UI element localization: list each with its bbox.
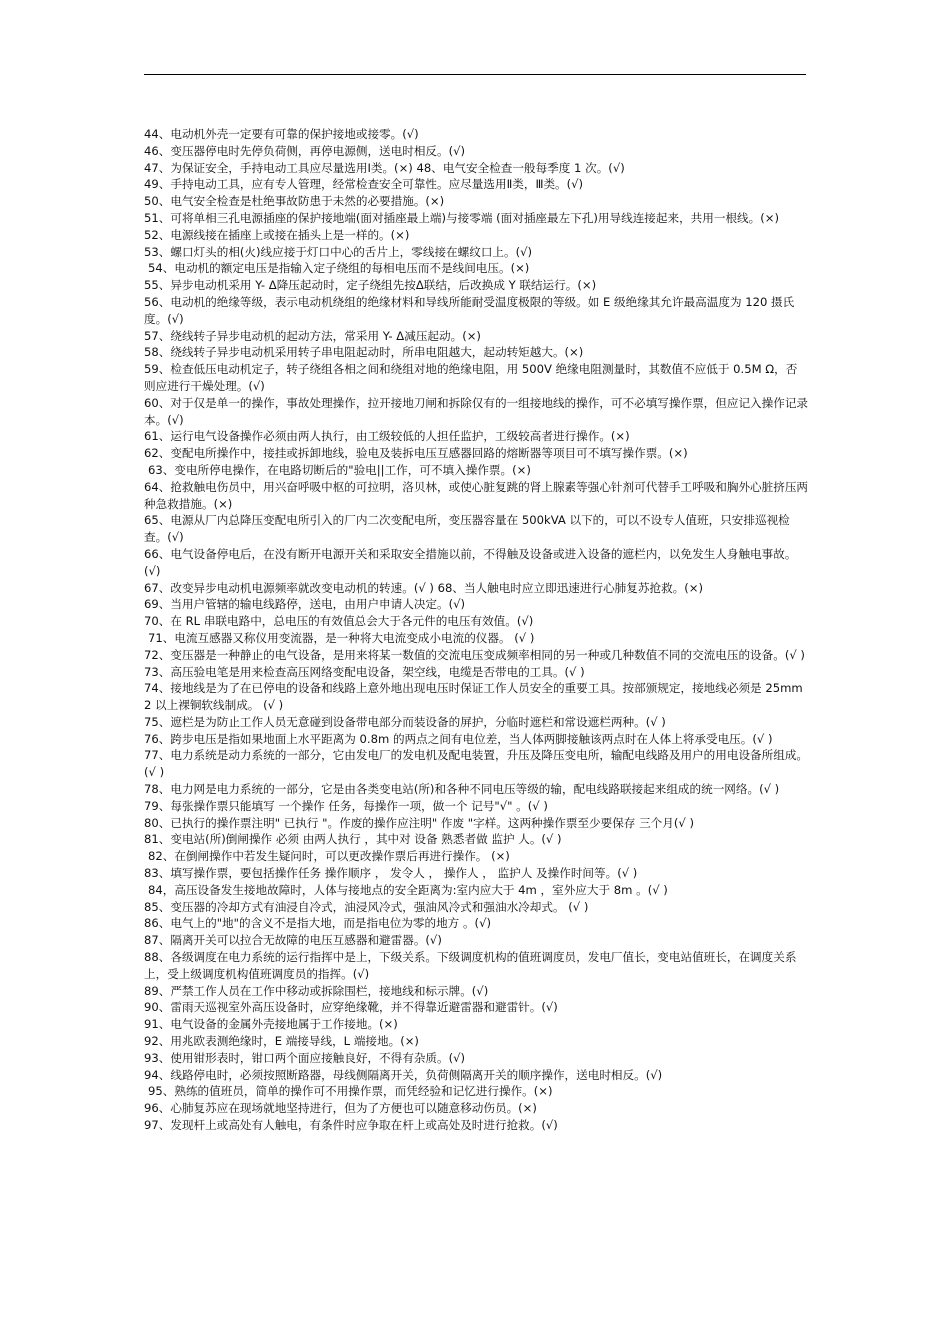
- list-item: 55、异步电动机采用 Y- Δ降压起动时，定子绕组先按Δ联结，后改换成 Y 联结运行。(×): [144, 278, 597, 293]
- list-item: 49、手持电动工具，应有专人管理，经常检查安全可靠性。应尽量选用Ⅱ类，Ⅲ类。(√): [144, 177, 584, 192]
- list-item: 73、高压验电笔是用来检查高压网络变配电设备，架空线，电缆是否带电的工具。(√ ): [144, 664, 585, 679]
- list-item: 88、各级调度在电力系统的运行指挥中是上，下级关系。下级调度机构的值班调度员，发电厂值长，变电站值班长，在调度关系上，受上级调度机构值班调度员的指挥。(√): [144, 950, 797, 981]
- list-item: 53、螺口灯头的相(火)线应接于灯口中心的舌片上，零线接在螺纹口上。(√): [144, 244, 533, 259]
- list-item: 81、变电站(所)倒闸操作 必须 由两人执行 ，其中对 设备 熟悉者做 监护 人。(√ ): [144, 832, 562, 847]
- list-item: 66、电气设备停电后，在没有断开电源开关和采取安全措施以前，不得触及设备或进入设备的遮栏内，以免发生人身触电事故。(√): [144, 546, 797, 578]
- list-item: 59、检查低压电动机定子，转子绕组各相之间和绕组对地的绝缘电阻，用 500V 绝缘电阻测量时，其数值不应低于 0.5M Ω，否则应进行干燥处理。(√): [144, 362, 798, 393]
- list-item: 69、当用户管辖的输电线路停，送电，由用户申请人决定。(√): [144, 597, 466, 612]
- list-item: 76、跨步电压是指如果地面上水平距离为 0.8m 的两点之间有电位差，当人体两脚接触该两点时在人体上将承受电压。(√ ): [144, 731, 773, 746]
- list-item: 75、遮栏是为防止工作人员无意碰到设备带电部分而装设备的屏护，分临时遮栏和常设遮栏两种。(√ ): [144, 714, 666, 729]
- list-item: 51、可将单相三孔电源插座的保护接地端(面对插座最上端)与接零端 (面对插座最左下孔)用导线连接起来，共用一根线。(×): [144, 210, 779, 225]
- list-item: 92、用兆欧表测绝缘时，E 端接导线，L 端接地。(×): [144, 1034, 419, 1049]
- list-item: 90、雷雨天巡视室外高压设备时，应穿绝缘靴，并不得靠近避雷器和避雷针。(√): [144, 1000, 558, 1015]
- list-item: 60、对于仅是单一的操作，事故处理操作，拉开接地刀闸和拆除仅有的一组接地线的操作，可不必填写操作票，但应记入操作记录本。(√): [144, 395, 809, 427]
- list-item: 58、绕线转子异步电动机采用转子串电阻起动时，所串电阻越大，起动转矩越大。(×): [144, 345, 584, 360]
- list-item: 82、在倒闸操作中若发生疑问时，可以更改操作票后再进行操作。 (×): [148, 849, 510, 864]
- list-item: 64、抢救触电伤员中，用兴奋呼吸中枢的可拉明，洛贝林，或使心脏复跳的肾上腺素等强心针剂可代替手工呼吸和胸外心脏挤压两种急救措施。(×): [144, 479, 809, 511]
- list-item: 95、熟练的值班员，简单的操作可不用操作票，而凭经验和记忆进行操作。(×): [148, 1084, 553, 1099]
- list-item: 57、绕线转子异步电动机的起动方法，常采用 Y- Δ减压起动。(×): [144, 328, 481, 343]
- list-item: 93、使用钳形表时，钳口两个面应接触良好，不得有杂质。(√): [144, 1050, 466, 1065]
- list-item: 46、变压器停电时先停负荷侧，再停电源侧，送电时相反。(√): [144, 143, 466, 158]
- list-item: 79、每张操作票只能填写 一个操作 任务，每操作一项，做一个 记号"√" 。(√ ): [144, 798, 548, 813]
- list-item: 56、电动机的绝缘等级，表示电动机绕组的绝缘材料和导线所能耐受温度极限的等级。如 E 级绝缘其允许最高温度为 120 摄氏度。(√): [144, 294, 795, 326]
- list-item: 67、改变异步电动机电源频率就改变电动机的转速。(√ ) 68、当人触电时应立即迅速进行心肺复苏抢救。(×): [144, 580, 704, 595]
- list-item: 77、电力系统是动力系统的一部分，它由发电厂的发电机及配电装置，升压及降压变电所，输配电线路及用户的用电设备所组成。(√ ): [144, 748, 809, 780]
- question-list: [144, 126, 808, 1134]
- list-item: 86、电气上的"地"的含义不是指大地，而是指电位为零的地方 。(√): [144, 916, 491, 931]
- list-item: 54、电动机的额定电压是指输入定子绕组的每相电压而不是线间电压。(×): [148, 261, 530, 276]
- list-item: 70、在 RL 串联电路中，总电压的有效值总会大于各元件的电压有效值。(√): [144, 614, 534, 629]
- list-item: 74、接地线是为了在已停电的设备和线路上意外地出现电压时保证工作人员安全的重要工具。按部颁规定，接地线必须是 25mm2 以上裸铜软线制成。 (√ ): [144, 681, 803, 713]
- list-item: 63、变电所停电操作，在电路切断后的"验电||工作，可不填入操作票。(×): [148, 462, 531, 477]
- list-item: 85、变压器的冷却方式有油浸自冷式，油浸风冷式，强油风冷式和强油水冷却式。 (√ ): [144, 899, 589, 914]
- list-item: 62、变配电所操作中，接挂或拆卸地线，验电及装拆电压互感器回路的熔断器等项目可不填写操作票。(×): [144, 446, 688, 461]
- list-item: 50、电气安全检查是杜绝事故防患于未然的必要措施。(×): [144, 194, 445, 209]
- list-item: 71、电流互感器又称仪用变流器，是一种将大电流变成小电流的仪器。 (√ ): [148, 630, 535, 645]
- list-item: 84，高压设备发生接地故障时，人体与接地点的安全距离为:室内应大于 4m ，室外应大于 8m 。(√ ): [148, 882, 668, 897]
- list-item: 83、填写操作票，要包括操作任务 操作顺序 ， 发令人 ， 操作人 ， 监护人 及操作时间等。(√ ): [144, 866, 638, 881]
- list-item: 91、电气设备的金属外壳接地属于工作接地。(×): [144, 1017, 398, 1032]
- list-item: 52、电源线接在插座上或接在插头上是一样的。(×): [144, 227, 410, 242]
- list-item: 87、隔离开关可以拉合无故障的电压互感器和避雷器。(√): [144, 933, 442, 948]
- list-item: 89、严禁工作人员在工作中移动或拆除围栏，接地线和标示牌。(√): [144, 983, 489, 998]
- list-item: 44、电动机外壳一定要有可靠的保护接地或接零。(√): [144, 127, 419, 141]
- list-item: 78、电力网是电力系统的一部分，它是由各类变电站(所)和各种不同电压等级的输，配电线路联接起来组成的统一网络。(√ ): [144, 782, 780, 797]
- list-item: 72、变压器是一种静止的电气设备，是用来将某一数值的交流电压变成频率相同的另一种或几种数值不同的交流电压的设备。(√ ): [144, 647, 805, 662]
- list-item: 96、心肺复苏应在现场就地坚持进行，但为了方便也可以随意移动伤员。(×): [144, 1101, 537, 1116]
- list-item: 61、运行电气设备操作必须由两人执行，由工级较低的人担任监护，工级较高者进行操作。(×): [144, 429, 630, 444]
- list-item: 97、发现杆上或高处有人触电，有条件时应争取在杆上或高处及时进行抢救。(√): [144, 1118, 558, 1133]
- header-rule: [144, 74, 806, 75]
- list-item: 80、已执行的操作票注明" 已执行 "。作废的操作应注明" 作废 "字样。这两种操作票至少要保存 三个月(√ ): [144, 815, 694, 830]
- list-item: 94、线路停电时，必须按照断路器，母线侧隔离开关，负荷侧隔离开关的顺序操作，送电时相反。(√): [144, 1067, 663, 1082]
- list-item: 47、为保证安全，手持电动工具应尽量选用Ⅰ类。(×) 48、电气安全检查一般每季度 1 次。(√): [144, 160, 625, 175]
- list-item: 65、电源从厂内总降压变配电所引入的厂内二次变配电所，变压器容量在 500kVA 以下的，可以不设专人值班，只安排巡视检查。(√): [144, 513, 790, 545]
